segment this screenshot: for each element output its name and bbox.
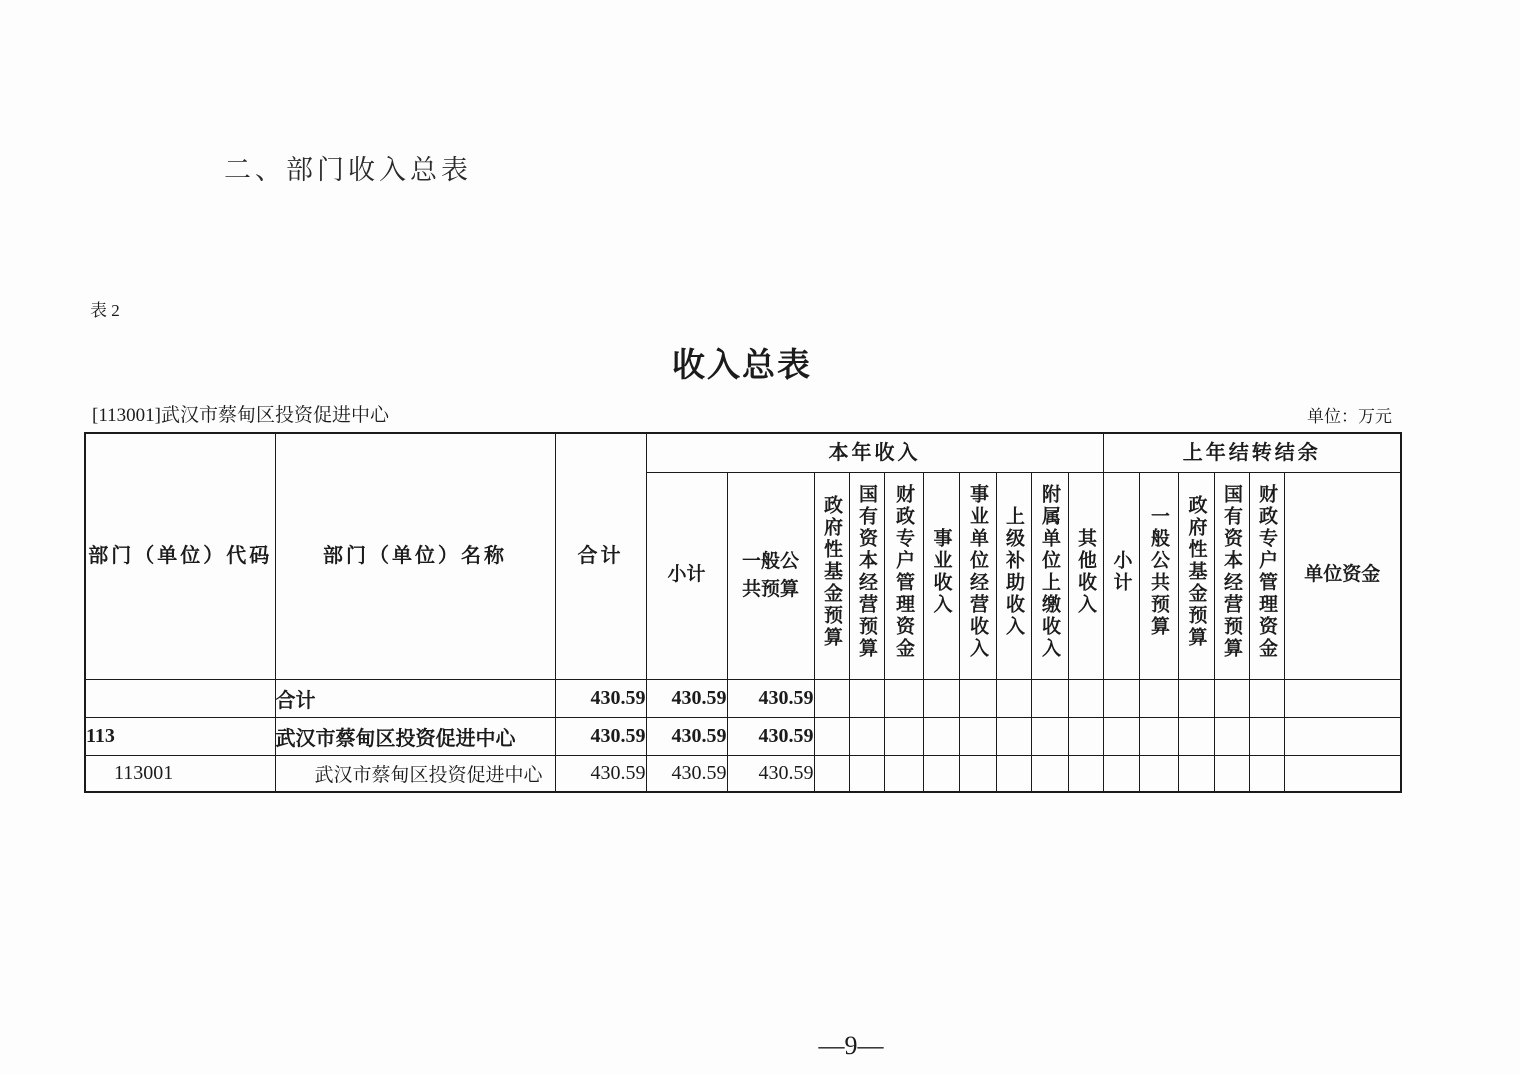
header-cy-subtotal: 小计 xyxy=(646,472,727,679)
empty-cell xyxy=(884,717,923,755)
empty-cell xyxy=(814,755,849,792)
header-cy-other-income xyxy=(1068,472,1103,679)
empty-cell xyxy=(849,755,884,792)
unit-note: 单位：万元 xyxy=(1307,407,1392,426)
header-carryover-group: 上年结转结余 xyxy=(1103,433,1401,472)
page-title: 收入总表 xyxy=(672,346,812,383)
empty-cell xyxy=(1139,717,1178,755)
cell-name: 合计 xyxy=(275,679,555,717)
cell-cy-subtotal: 430.59 xyxy=(646,679,727,717)
empty-cell xyxy=(1031,679,1068,717)
empty-cell xyxy=(1139,755,1178,792)
empty-cell xyxy=(923,755,959,792)
table-row-dept-113 xyxy=(85,717,1401,755)
header-cy-state-capital xyxy=(849,472,884,679)
empty-cell xyxy=(1103,679,1139,717)
header-cy-superior-subsidy xyxy=(996,472,1031,679)
empty-cell xyxy=(1214,679,1249,717)
header-py-state-capital-label: 国有资本经营预算 xyxy=(1221,483,1243,660)
header-py-general-budget xyxy=(1139,472,1178,679)
empty-cell xyxy=(1068,717,1103,755)
header-cy-operating-income xyxy=(959,472,996,679)
header-group-row xyxy=(85,433,1401,472)
header-cy-fiscal-account xyxy=(884,472,923,679)
header-cy-fiscal-account-label: 财政专户管理资金 xyxy=(893,483,914,660)
empty-cell xyxy=(996,679,1031,717)
table-row-unit-113001 xyxy=(85,755,1401,792)
empty-cell xyxy=(996,717,1031,755)
empty-cell xyxy=(1068,755,1103,792)
empty-cell xyxy=(1214,755,1249,792)
cell-name: 武汉市蔡甸区投资促进中心 xyxy=(275,717,555,755)
empty-cell xyxy=(1103,717,1139,755)
header-py-fiscal-account xyxy=(1249,472,1284,679)
cell-total: 430.59 xyxy=(555,717,646,755)
header-dept-name: 部门（单位）名称 xyxy=(275,433,555,679)
cell-total: 430.59 xyxy=(555,679,646,717)
cell-code: 113001 xyxy=(85,755,275,792)
empty-cell xyxy=(1068,679,1103,717)
empty-cell xyxy=(849,679,884,717)
header-cy-general-budget-label: 一般公共预算 xyxy=(741,550,799,600)
empty-cell xyxy=(1214,717,1249,755)
empty-cell xyxy=(1249,755,1284,792)
header-cy-career-income xyxy=(923,472,959,679)
header-cy-state-capital-label: 国有资本经营预算 xyxy=(856,483,877,660)
empty-cell xyxy=(923,717,959,755)
empty-cell xyxy=(1284,679,1401,717)
empty-cell xyxy=(1031,717,1068,755)
cell-cy-subtotal: 430.59 xyxy=(646,717,727,755)
empty-cell xyxy=(959,679,996,717)
empty-cell xyxy=(814,717,849,755)
header-cy-affiliated-remit-label: 附属单位上缴收入 xyxy=(1039,483,1060,660)
cell-name: 武汉市蔡甸区投资促进中心 xyxy=(275,755,555,792)
header-py-general-budget-label: 一般公共预算 xyxy=(1148,505,1170,638)
page-number: —9— xyxy=(818,1031,884,1060)
header-cy-superior-subsidy-label: 上级补助收入 xyxy=(1003,505,1024,638)
header-cy-affiliated-remit xyxy=(1031,472,1068,679)
header-cy-gov-fund xyxy=(814,472,849,679)
cell-cy-general-budget: 430.59 xyxy=(727,755,814,792)
header-py-unit-fund: 单位资金 xyxy=(1284,472,1401,679)
table-label: 表 2 xyxy=(90,301,120,320)
table-row-grand-total xyxy=(85,679,1401,717)
empty-cell xyxy=(1178,755,1214,792)
header-py-gov-fund xyxy=(1178,472,1214,679)
header-py-gov-fund-label: 政府性基金预算 xyxy=(1185,494,1207,649)
cell-cy-general-budget: 430.59 xyxy=(727,717,814,755)
cell-cy-subtotal: 430.59 xyxy=(646,755,727,792)
section-heading: 二、部门收入总表 xyxy=(224,155,472,185)
empty-cell xyxy=(884,755,923,792)
empty-cell xyxy=(923,679,959,717)
table-info-row xyxy=(92,400,1392,427)
cell-cy-general-budget: 430.59 xyxy=(727,679,814,717)
empty-cell xyxy=(959,717,996,755)
org-code-line: [113001]武汉市蔡甸区投资促进中心 xyxy=(92,405,389,426)
empty-cell xyxy=(884,679,923,717)
empty-cell xyxy=(1103,755,1139,792)
header-py-subtotal xyxy=(1103,472,1139,679)
empty-cell xyxy=(996,755,1031,792)
empty-cell xyxy=(959,755,996,792)
income-summary-table xyxy=(84,432,1402,793)
header-dept-code: 部门（单位）代码 xyxy=(85,433,275,679)
empty-cell xyxy=(1178,679,1214,717)
empty-cell xyxy=(1284,755,1401,792)
header-current-year-group: 本年收入 xyxy=(646,433,1103,472)
header-total: 合计 xyxy=(555,433,646,679)
cell-code: 113 xyxy=(85,717,275,755)
empty-cell xyxy=(1139,679,1178,717)
header-py-fiscal-account-label: 财政专户管理资金 xyxy=(1256,483,1278,660)
empty-cell xyxy=(1284,717,1401,755)
cell-total: 430.59 xyxy=(555,755,646,792)
header-cy-gov-fund-label: 政府性基金预算 xyxy=(821,494,842,649)
header-cy-other-income-label: 其他收入 xyxy=(1075,527,1097,616)
empty-cell xyxy=(1178,717,1214,755)
header-cy-operating-income-label: 事业单位经营收入 xyxy=(967,483,988,660)
empty-cell xyxy=(849,717,884,755)
header-py-subtotal-label: 小计 xyxy=(1110,549,1132,594)
header-py-state-capital xyxy=(1214,472,1249,679)
empty-cell xyxy=(1249,717,1284,755)
empty-cell xyxy=(814,679,849,717)
header-cy-career-income-label: 事业收入 xyxy=(930,527,952,616)
empty-cell xyxy=(1249,679,1284,717)
empty-cell xyxy=(1031,755,1068,792)
header-cy-general-budget xyxy=(727,472,814,679)
cell-code xyxy=(85,679,275,717)
